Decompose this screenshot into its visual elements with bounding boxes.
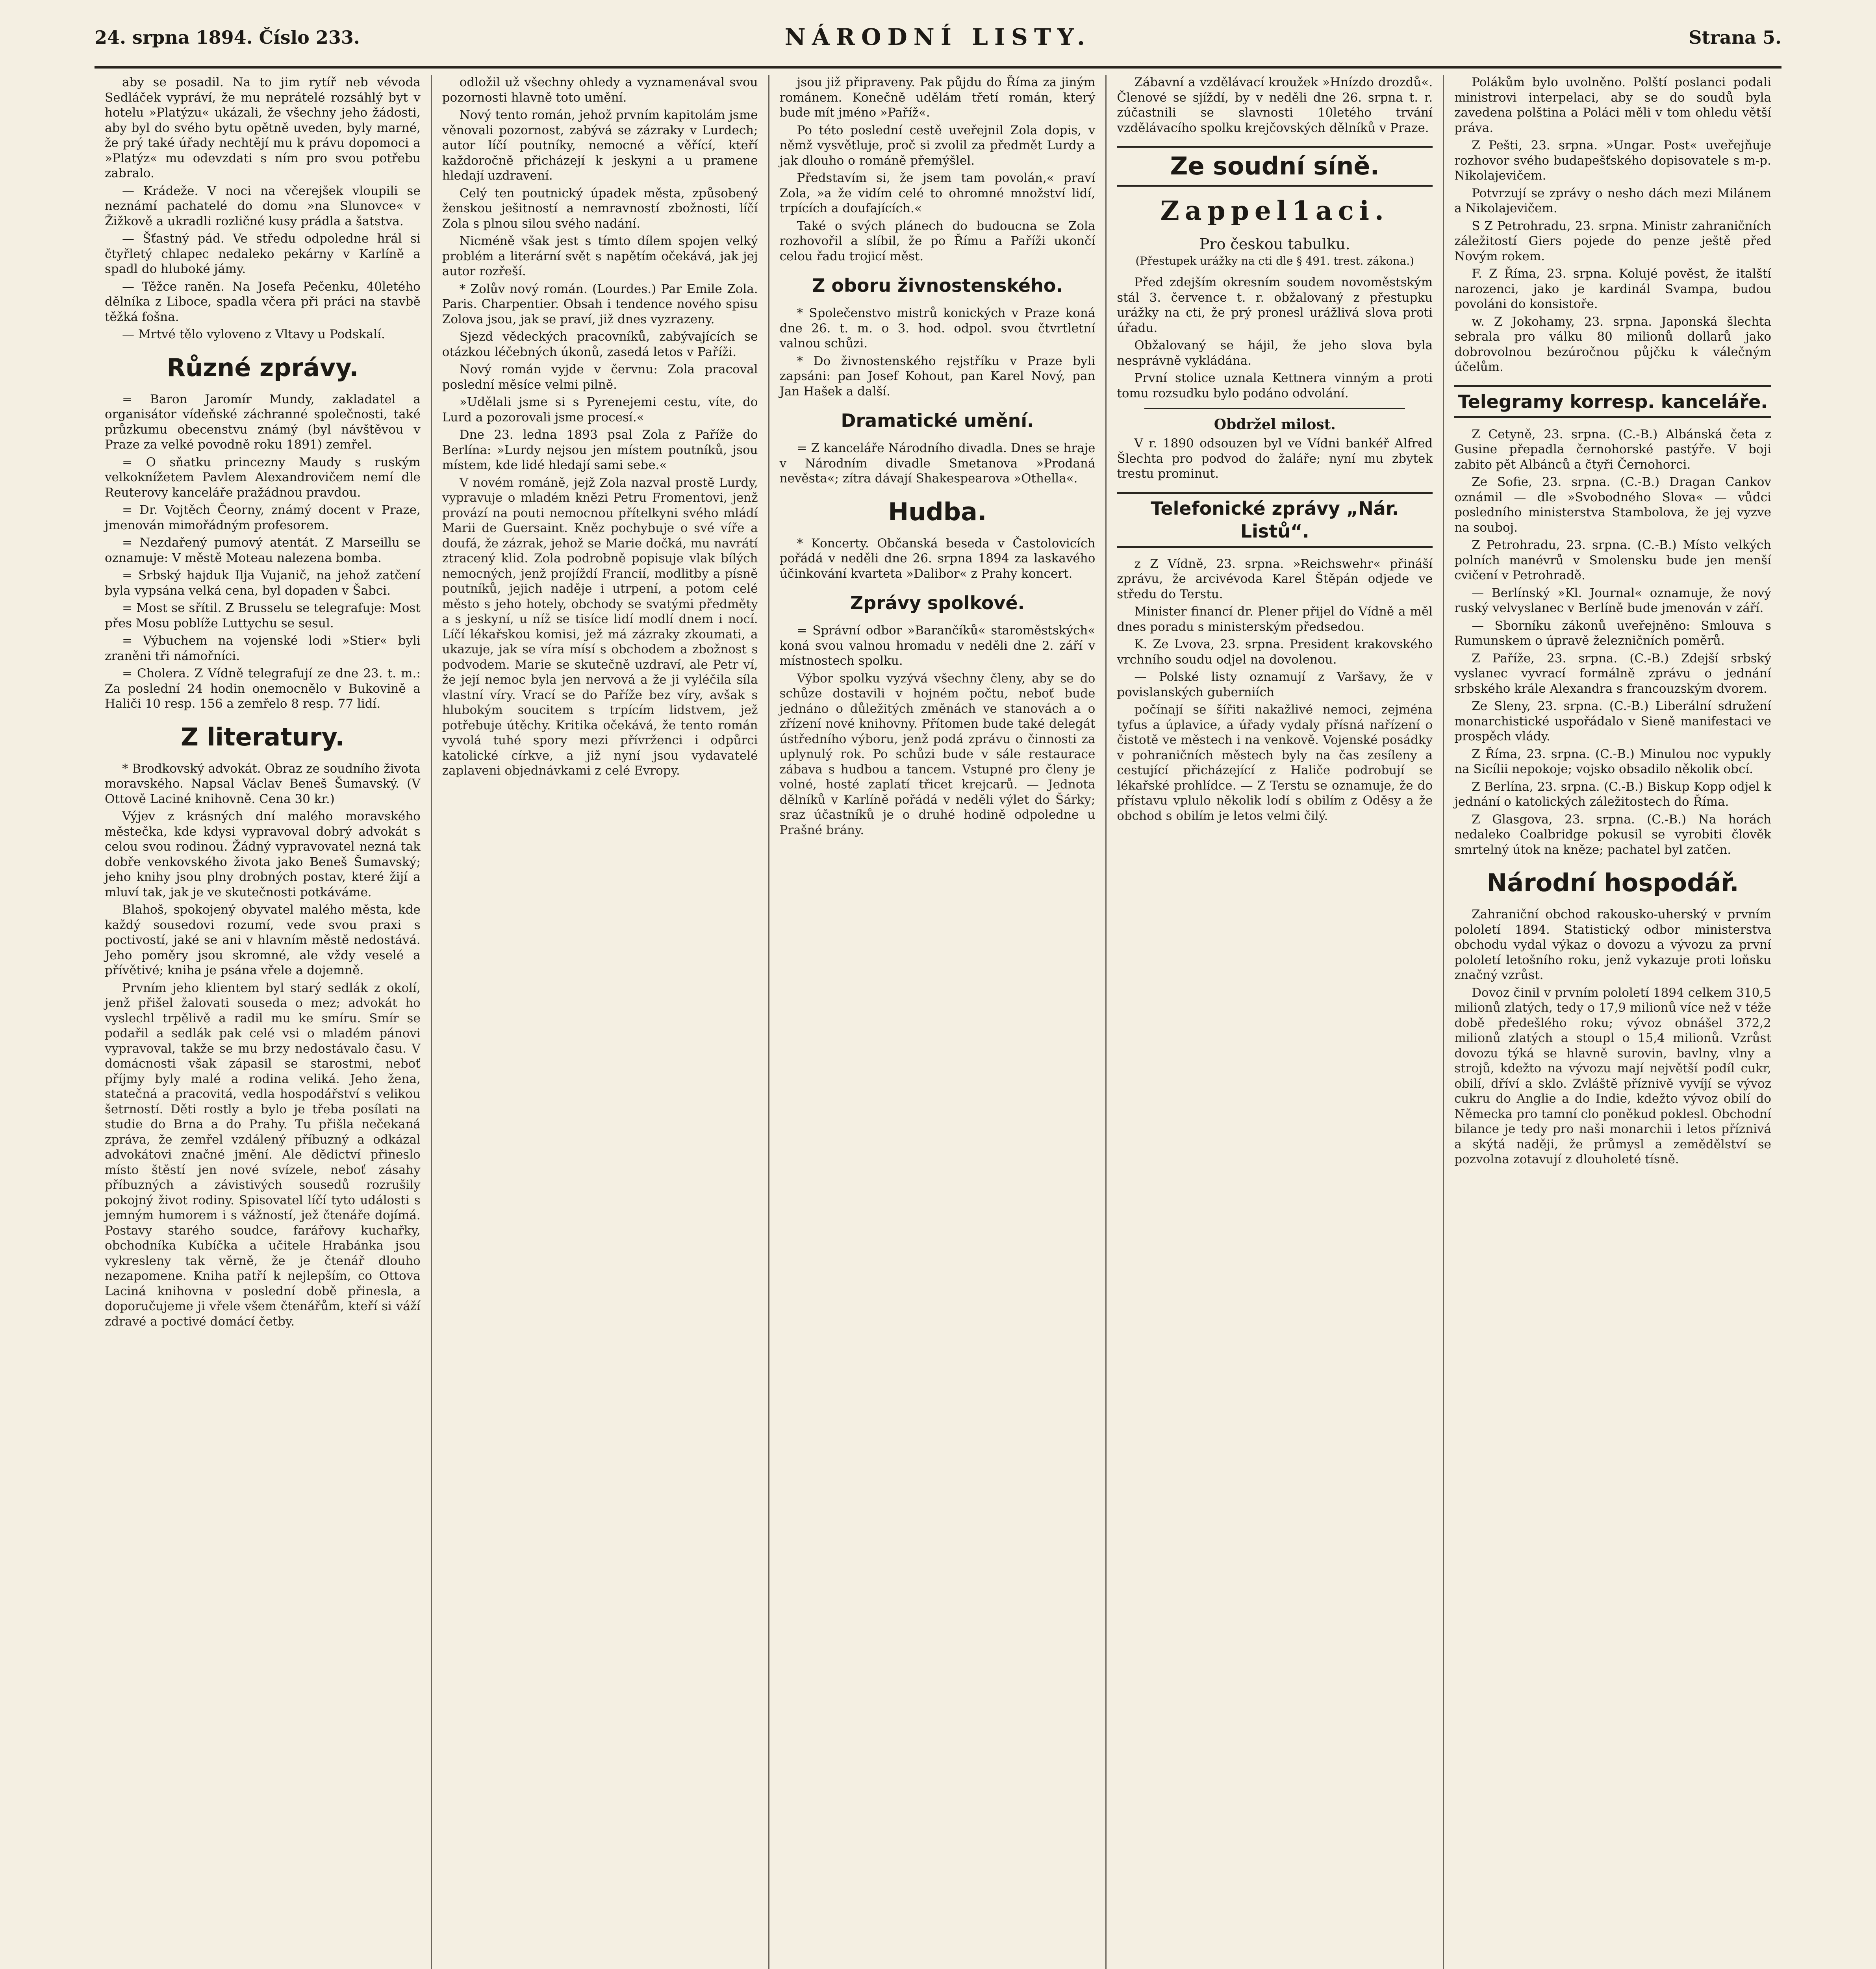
economy-paragraph: Zahraniční obchod rakousko-uherský v prvním pololetí 1894. Statistický odbor ministerstva obchodu vydal výkaz o dovozu a vývozu za první pololetí letošního roku, jenž vykazuje proti loňsku značný vzrůst. — [1454, 907, 1771, 982]
telephone-news-item: w. Z Jokohamy, 23. srpna. Japonská šlechta sebrala pro válku 80 milionů dollarů jako dobrovolnou bezúročnou půjčku k válečným účelům. — [1454, 314, 1771, 374]
telephone-news-continued: počínají se šířiti nakažlivé nemoci, zejména tyfus a úplavice, a úřady vydaly přísná nařízení o čistotě ve městech i na venkově. Vojenské posádky v pohraničních městech byly na čas zesíleny a cestující přicházející z Haliče podrobují se lékařské prohlídce. — Z Terstu se oznamuje, že do přístavu vplulo několik lodí s obilím z Oděsy a že obchod s obilím je letos velmi čilý. — [1117, 703, 1433, 823]
section-heading-telegramy: Telegramy korresp. kanceláře. — [1454, 385, 1771, 418]
book-review-title: * Brodkovský advokát. Obraz ze soudního života moravského. Napsal Václav Beneš Šumavský. (V Ottově Laciné knihovně. Cena 30 kr.) — [105, 761, 421, 806]
article-paragraph: Také o svých plánech do budoucna se Zola rozhovořil a slíbil, že po Římu a Paříži ukončí celou řadu trojicí měst. — [779, 219, 1096, 263]
club-item: Zábavní a vzdělávací kroužek »Hnízdo drozdů«. Členové se sjíždí, by v neděli dne 26. srpna t. r. zúčastnili se slavnosti 10letého trvání vzdělávacího spolku krejčovských dělníků v Praze. — [1117, 75, 1433, 135]
club-item: = Správní odbor »Barančíků« staroměstských« koná svou valnou hromadu v neděli dne 2. září v místnostech spolku. — [779, 623, 1096, 668]
article-paragraph: Celý ten poutnický úpadek města, způsobený ženskou ješitností a nemravností zbožnosti, líčí Zola s plnou silou svého nadání. — [442, 186, 758, 231]
page-number: Strana 5. — [1689, 27, 1781, 48]
telephone-news-item: Z Pešti, 23. srpna. »Ungar. Post« uveřejňuje rozhovor svého budapešťského dopisovatele s m-p. Nikolajevičem. — [1454, 138, 1771, 183]
column-3 — [769, 75, 1107, 1969]
court-paragraph: Před zdejším okresním soudem novoměstským stál 3. července t. r. obžalovaný z přestupku urážky na cti, že prý pronesl urážlivá slova proti úřadu. — [1117, 275, 1433, 335]
article-paragraph: Představím si, že jsem tam povolán,« praví Zola, »a že vidím celé to ohromné množství lidí, trpících a doufajících.« — [779, 171, 1096, 215]
theatre-item: = Z kanceláře Národního divadla. Dnes se hraje v Národním divadle Smetanova »Prodaná nevěsta«; zítra dávají Shakespearova »Othella«. — [779, 441, 1096, 486]
court-paragraph: První stolice uznala Kettnera vinným a proti tomu rozsudku bylo podáno odvolání. — [1117, 371, 1433, 400]
news-item-mundy: = Baron Jaromír Mundy, zakladatel a organisátor vídeňské záchranné společnosti, také průzkumu obecenstvu známý (byl návštěvou v Praze za velké povodně roku 1891) zemřel. — [105, 392, 421, 452]
article-paragraph: Sjezd vědeckých pracovníků, zabývajících se otázkou léčebných úkonů, zasedá letos v Paříži. — [442, 330, 758, 359]
telegram-item: Ze Sleny, 23. srpna. (C.-B.) Liberální sdružení monarchistické uspořádalo v Sieně manifestaci ve prospěch vlády. — [1454, 699, 1771, 743]
telephone-news-item: Polákům bylo uvolněno. Polští poslanci podali ministrovi interpelaci, aby se do soudů byla zavedena polština a Poláci měli v tom ohledu větší práva. — [1454, 75, 1771, 135]
telephone-news-item: K. Ze Lvova, 23. srpna. President krakovského vrchního soudu odjel na dovolenou. — [1117, 637, 1433, 667]
zola-article-continued: V novém románě, jejž Zola nazval prostě Lurdy, vypravuje o mladém knězi Petru Fromentovi, jenž provází na pouti nemocnou přítelkyni svého mládí Marii de Guersaint. Kněz pochybuje o své víře a doufá, že zázrak, jehož se Marie dočká, mu navrátí ztracený klid. Zola podrobně popisuje vlak bílých nemocných, jenž projíždí Francií, modlitby a písně poutníků, jejich naděje i utrpení, a potom celé město s jeho hotely, obchody se svatými předměty a s jeskyní, u níž se tisíce lidí modlí dnem i nocí. Líčí lékařskou komisi, jež má zázraky zkoumati, a ukazuje, jak se víra mísí s obchodem a zbožnost s podvodem. Marie se skutečně uzdraví, ale Petr ví, že její nemoc byla jen nervová a že ji vyléčila síla vlastní víry. Vrací se do Paříže bez víry, avšak s hlubokým soucitem s trpícím lidstvem, jež potřebuje útěchy. Kritika očekává, že tento román vyvolá tuhé spory mezi přívrženci i odpůrci katolické církve, a již nyní jsou vydavatelé zaplaveni objednávkami z celé Evropy. — [442, 475, 758, 778]
news-item-fall: — Šťastný pád. Ve středu odpoledne hrál si čtyřletý chlapec nedaleko pekárny v Karlíně a spadl do hluboké jámy. — [105, 232, 421, 276]
telephone-news-item: — Polské listy oznamují z Varšavy, že v povislanských guberniích — [1117, 670, 1433, 699]
issue-date: 24. srpna 1894. Číslo 233. — [95, 27, 360, 48]
column-4 — [1107, 75, 1444, 1969]
telegram-item: Z Glasgova, 23. srpna. (C.-B.) Na horách nedaleko Coalbridge pokusil se vyrobiti člověk smrtelný útok na kněze; pachatel byl zatčen. — [1454, 812, 1771, 857]
telephone-news-item: Potvrzují se zprávy o nesho dách mezi Milánem a Nikolajevičem. — [1454, 186, 1771, 215]
book-review-paragraph: Výjev z krásných dní malého moravského městečka, kde kdysi vypravoval dobrý advokát s celou svou rodinou. Žádný vypravovatel nezná tak dobře venkovského života jako Beneš Šumavský; jeho knihy jsou plny drobných postav, které žijí a mluví tak, jak je ve skutečnosti potkáváme. — [105, 809, 421, 899]
article-paragraph: Nový tento román, jehož prvním kapitolám jsme věnovali pozornost, zabývá se zázraky v Lurdech; autor líčí poutníky, nemocné a věřící, kteří každoročně přicházejí k jeskyni a u pramene hledají uzdravení. — [442, 108, 758, 183]
telegram-item: Z Petrohradu, 23. srpna. (C.-B.) Místo velkých polních manévrů v Smolensku bude jen menší cvičení v Petrohradě. — [1454, 538, 1771, 582]
telegram-item: — Berlínský »Kl. Journal« oznamuje, že nový ruský velvyslanec v Berlíně bude jmenován v září. — [1454, 586, 1771, 615]
telephone-news-item: F. Z Říma, 23. srpna. Kolujé pověst, že italští narozenci, jako je kardinál Svampa, budou povoláni do konsistoře. — [1454, 267, 1771, 311]
section-heading-narodni-hospodar: Národní hospodář. — [1487, 868, 1739, 897]
article-paragraph: »Udělali jsme si s Pyrenejemi cestu, víte, do Lurd a pozorovali jsme procesí.« — [442, 395, 758, 425]
article-paragraph: Nicméně však jest s tímto dílem spojen velký problém a literární svět s napětím očekává, jak jej autor rozřeší. — [442, 234, 758, 278]
section-heading-literatury: Z literatury. — [181, 722, 345, 751]
court-case-title-2: Obdržel milost. — [1214, 416, 1336, 433]
telephone-news-item: Minister financí dr. Plener přijel do Vídně a měl dnes poradu s ministerským předsedou. — [1117, 604, 1433, 634]
news-item-explosion: = Výbuchem na vojenské lodi »Stier« byli zraněni tři námořníci. — [105, 634, 421, 663]
column-5 — [1444, 75, 1781, 1969]
zola-article-start: * Zolův nový román. (Lourdes.) Par Emile Zola. Paris. Charpentier. Obsah i tendence nového spisu Zolova jsou, jak se praví, již dnes vyzrazeny. — [442, 282, 758, 326]
text-columns — [95, 75, 1781, 1969]
news-item-cerny: = Dr. Vojtěch Čeorny, známý docent v Praze, jmenován mimořádným profesorem. — [105, 503, 421, 532]
section-heading-zappellaci: Zappel1aci. — [1160, 195, 1389, 226]
article-paragraph: Po této poslední cestě uveřejnil Zola dopis, v němž vysvětluje, proč si zvolil za předmět Lurdy a jak dlouho o románě přemýšlel. — [779, 123, 1096, 168]
economy-continued: Dovoz činil v prvním pololetí 1894 celkem 310,5 milionů zlatých, tedy o 17,9 milionů více než v téže době předešlého roku; vývoz obnášel 372,2 milionů zlatých a stoupl o 15,4 milionů. Vzrůst dovozu týká se hlavně surovin, bavlny, vlny a strojů, kdežto na vývozu mají největší podíl cukr, obilí, dříví a sklo. Zvláště příznivě vyvíjí se vývoz cukru do Anglie a do Indie, kdežto vývoz obilí do Německa pro tamní clo poněkud poklesl. Obchodní bilance je tedy pro naši monarchii i letos příznivá a skýtá naději, že průmysl a zemědělství se pozvolna zotavují z dlouholeté tísně. — [1454, 985, 1771, 1166]
book-review-continued: Prvním jeho klientem byl starý sedlák z okolí, jenž přišel žalovati souseda o mez; advokát ho vyslechl trpělivě a radil mu ke smíru. Smír se podařil a sedlák pak celé vsi o mladém pánovi vypravoval, takže se mu brzy nedostávalo času. V domácnosti však zápasil se starostmi, neboť příjmy byly malé a rodina veliká. Jeho žena, statečná a pracovitá, vedla hospodářství s velikou šetrností. Děti rostly a bylo je třeba posílati na studie do Brna a do Prahy. Tu přišla nečekaná zpráva, že zemřel vzdálený příbuzný a odkázal advokátovi značné jmění. Ale dědictví přineslo místo štěstí jen nové svízele, neboť zásahy příbuzných a závistivých sousedů rozrušily pokojný život rodiny. Spisovatel líčí tyto události s jemným humorem i s vážností, jež čtenáře dojímá. Postavy starého soudce, farářovy kuchařky, obchodníka Kubíčka a učitele Hrabánka jsou vykresleny tak věrně, že je čtenář dlouho nezapomene. Kniha patří k nejlepším, co Ottova Laciná knihovna v poslední době přinesla, a doporučujeme ji vřele všem čtenářům, kteří si váží zdravé a poctivé domácí četby. — [105, 981, 421, 1329]
news-item-body: — Mrtvé tělo vyloveno z Vltavy u Podskalí. — [122, 327, 385, 341]
article-paragraph: odložil už všechny ohledy a vyznamenával svou pozornosti hlavně toto umění. — [442, 75, 758, 105]
news-item-bomb: = Nezdařený pumový atentát. Z Marseillu se oznamuje: V městě Moteau nalezena bomba. — [105, 536, 421, 565]
telegram-item: Z Cetyně, 23. srpna. (C.-B.) Albánská četa z Gusine přepadla černohorské pastýře. V boji zabito pět Albánců a čtyři Černohorci. — [1454, 427, 1771, 472]
music-item: * Koncerty. Občanská beseda v Častolovicích pořádá v neděli dne 26. srpna 1894 za laskavého účinkování kvarteta »Dalibor« z Prahy koncert. — [779, 536, 1096, 581]
news-item-hajduk: = Srbský hajduk Ilja Vujanič, na jehož zatčení byla vypsána velká cena, byl dopaden v Šabci. — [105, 568, 421, 598]
newspaper-title: NÁRODNÍ LISTY. — [784, 24, 1092, 50]
divider — [1144, 408, 1405, 409]
section-heading-zivnostenskeho: Z oboru živnostenského. — [812, 275, 1063, 296]
section-heading-ruzne-zpravy: Různé zprávy. — [167, 353, 359, 382]
column-1 — [95, 75, 432, 1969]
telegram-item: Z Říma, 23. srpna. (C.-B.) Minulou noc vypukly na Sicílii nepokoje; vojsko obsadilo několik obcí. — [1454, 747, 1771, 776]
masthead — [95, 7, 1781, 69]
news-item-theft: — Krádeže. V noci na včerejšek vloupili se neznámí pachatelé do domu »na Slunovce« v Žižkově a ukradli rozličné kusy prádla a šatstva. — [105, 184, 421, 228]
court-case-title: Pro českou tabulku. — [1199, 235, 1350, 253]
trade-item: * Společenstvo mistrů konických v Praze koná dne 26. t. m. o 3. hod. odpol. svou čtvrtletní valnou schůzi. — [779, 306, 1096, 350]
column-2 — [432, 75, 769, 1969]
book-review-paragraph: Blahoš, spokojený obyvatel malého města, kde každý sousedovi rozumí, vede svou praxi s poctivostí, jaké se ani v hlavním městě nedostává. Jeho poměry jsou skromné, ale vždy veselé a přívětivé; kniha je psána vřele a dojemně. — [105, 903, 421, 977]
trade-item: * Do živnostenského rejstříku v Praze byli zapsáni: pan Josef Kohout, pan Karel Nový, pan Jan Hašek a další. — [779, 354, 1096, 399]
telegram-item: Z Paříže, 23. srpna. (C.-B.) Zdejší srbský vyslanec vyvrací formálně zprávu o jednání srbského krále Alexandra s francouzským dvorem. — [1454, 651, 1771, 696]
news-item-bridge: = Most se sřítil. Z Brusselu se telegrafuje: Most přes Mosu poblíže Luttychu se sesul. — [105, 601, 421, 630]
telegram-item: Z Berlína, 23. srpna. (C.-B.) Biskup Kopp odjel k jednání o katolických záležitostech do Říma. — [1454, 779, 1771, 809]
section-heading-ze-soudni-sine: Ze soudní síně. — [1117, 146, 1433, 187]
telegram-item: — Sborníku zákonů uveřejněno: Smlouva s Rumunskem o úpravě železničních poměrů. — [1454, 618, 1771, 648]
article-paragraph: Dne 23. ledna 1893 psal Zola z Paříže do Berlína: »Lurdy nejsou jen místem poutníků, jsou místem, kde lidé hledají sami sebe.« — [442, 428, 758, 472]
section-heading-zpravy-spolkove: Zprávy spolkové. — [850, 592, 1025, 614]
article-paragraph: Nový román vyjde v červnu: Zola pracoval poslední měsíce velmi pilně. — [442, 362, 758, 392]
article-paragraph: aby se posadil. Na to jim rytíř neb vévoda Sedláček vypráví, že mu neprátelé rozsáhlý byt v hotelu »Platýzu« ukázali, že všechny jeho žádosti, aby byl do svého bytu opětně uveden, byly marné, že prý také úřady nechtějí mu k právu dopomoci a »Platýz« mu odevzdati s ním pro svou potřebu zabralo. — [105, 75, 421, 180]
news-item-cholera: = Cholera. Z Vídně telegrafují ze dne 23. t. m.: Za poslední 24 hodin onemocnělo v Bukovině a Haliči 10 resp. 156 a zemřelo 8 resp. 77 lidí. — [105, 666, 421, 711]
club-item-continued: Výbor spolku vyzývá všechny členy, aby se do schůze dostavili v hojném počtu, neboť bude jednáno o důležitých změnách ve stanovách a o zřízení nové knihovny. Přítomen bude také delegát ústředního výboru, jenž podá zprávu o činnosti za uplynulý rok. Po schůzi bude v sále restaurace zábava s hudbou a tancem. Vstupné pro členy je volné, hosté zaplatí třicet krejcarů. — Jednota dělníků v Karlíně pořádá v neděli výlet do Šárky; sraz účastníků je o druhé hodině odpoledne u Prašné brány. — [779, 671, 1096, 837]
telephone-news-item: S Z Petrohradu, 23. srpna. Ministr zahraničních záležitostí Giers pojede do penze ještě před Novým rokem. — [1454, 219, 1771, 263]
section-heading-telefonicke-zpravy: Telefonické zprávy „Nár. Listů“. — [1117, 492, 1433, 548]
section-heading-hudba: Hudba. — [888, 497, 987, 526]
telephone-news-item: z Z Vídně, 23. srpna. »Reichswehr« přináší zprávu, že arcivévoda Karel Štěpán odjede ve středu do Terstu. — [1117, 556, 1433, 601]
news-item-maud: = O sňatku princezny Maudy s ruským velkoknížetem Pavlem Alexandrovičem nemí dle Reuterovy kanceláře pražádnou pravdou. — [105, 455, 421, 500]
telegram-item: Ze Sofie, 23. srpna. (C.-B.) Dragan Cankov oznámil — dle »Svobodného Slova« — vůdci posledního ministerstva Stambolova, že jej vyzve na souboj. — [1454, 475, 1771, 535]
article-paragraph: jsou již připraveny. Pak půjdu do Říma za jiným románem. Konečně udělám třetí román, který bude mít jméno »Paříž«. — [779, 75, 1096, 120]
court-paragraph: V r. 1890 odsouzen byl ve Vídni bankéř Alfred Šlechta pro podvod do žaláře; nyní mu zbytek trestu prominut. — [1117, 436, 1433, 481]
news-item-injury: — Těžce raněn. Na Josefa Pečenku, 40letého dělníka z Liboce, spadla včera při práci na stavbě těžká fošna. — [105, 279, 421, 324]
court-case-note: (Přestupek urážky na cti dle § 491. trest. zákona.) — [1135, 254, 1414, 267]
court-paragraph: Obžalovaný se hájil, že jeho slova byla nesprávně vykládána. — [1117, 338, 1433, 368]
section-heading-dramaticke-umeni: Dramatické umění. — [841, 410, 1034, 431]
